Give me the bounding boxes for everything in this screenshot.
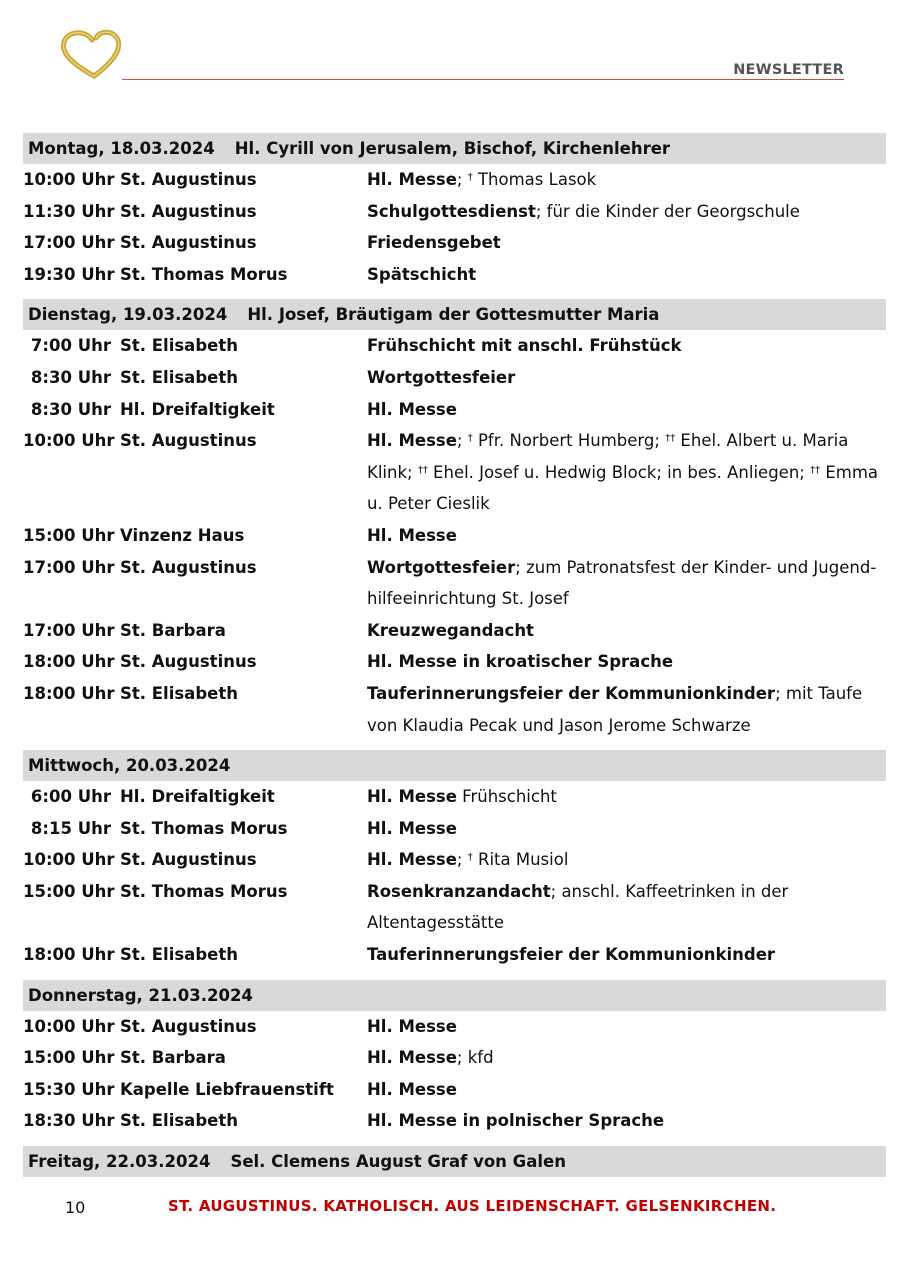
- day-header: [23, 750, 886, 781]
- entry-service: Schulgottesdienst: [367, 201, 536, 221]
- entry-description: [360, 520, 887, 552]
- entry-time: 10:00 Uhr: [23, 431, 115, 451]
- entry-description: [360, 939, 887, 971]
- entry-time: 18:00 Uhr: [23, 683, 115, 703]
- day-date: Donnerstag, 21.03.2024: [28, 985, 253, 1005]
- entry-time: 15:30 Uhr: [23, 1079, 115, 1099]
- entry-service: Friedensgebet: [367, 233, 501, 253]
- entry-note: ; kfd: [456, 1048, 494, 1068]
- entry-note: Frühschicht: [456, 787, 557, 807]
- entry-description: [360, 876, 887, 939]
- entry-note: ; anschl. Kaffeetrinken in der Altentagesstätte: [367, 881, 789, 933]
- entry-description: [360, 330, 887, 362]
- entry-time: 8:15 Uhr: [30, 818, 111, 838]
- entry-service: Hl. Messe in kroatischer Sprache: [367, 652, 674, 672]
- entry-time: 19:30 Uhr: [23, 264, 115, 284]
- schedule-entry: [23, 425, 886, 520]
- entry-time: 10:00 Uhr: [23, 850, 115, 870]
- day-header: [23, 1146, 886, 1177]
- entry-place: St. Thomas Morus: [120, 264, 288, 284]
- schedule-entry: [23, 196, 886, 228]
- footer-slogan: ST. AUGUSTINUS. KATHOLISCH. AUS LEIDENSCHAFT. GELSENKIRCHEN.: [168, 1197, 777, 1215]
- entry-description: [360, 1074, 887, 1106]
- entry-description: [360, 646, 887, 678]
- entry-service: Hl. Messe: [367, 850, 457, 870]
- entry-note: ; zum Patronatsfest der Kinder- und Jugendhilfeeinrichtung St. Josef: [367, 557, 877, 609]
- day-feast: Hl. Josef, Bräutigam der Gottesmutter Maria: [247, 305, 660, 325]
- day-header: [23, 299, 886, 330]
- newsletter-title: NEWSLETTER: [733, 62, 844, 78]
- schedule-entry: [23, 813, 886, 845]
- schedule-entry: [23, 615, 886, 647]
- entry-time: 15:00 Uhr: [23, 881, 115, 901]
- entry-place: St. Thomas Morus: [120, 818, 288, 838]
- entry-note: ; für die Kinder der Georgschule: [535, 201, 800, 221]
- entry-service: Wortgottesfeier: [367, 557, 516, 577]
- day-header: [23, 133, 886, 164]
- entry-service: Wortgottesfeier: [367, 367, 516, 387]
- schedule-entry: [23, 939, 886, 971]
- day-feast: Hl. Cyrill von Jerusalem, Bischof, Kirchenlehrer: [234, 139, 671, 158]
- entry-place: St. Augustinus: [120, 557, 257, 577]
- entry-place: Vinzenz Haus: [120, 525, 245, 545]
- header-rule: [122, 79, 844, 80]
- entry-time: 18:00 Uhr: [23, 945, 115, 965]
- entry-service: Hl. Messe: [367, 170, 457, 189]
- schedule-entry: [23, 646, 886, 678]
- service-schedule: [23, 133, 886, 1177]
- schedule-entry: [23, 259, 886, 291]
- entry-description: [360, 1042, 887, 1074]
- entry-place: St. Augustinus: [120, 431, 257, 451]
- schedule-entry: [23, 520, 886, 552]
- day-date: Dienstag, 19.03.2024: [28, 305, 228, 325]
- entry-description: [360, 425, 887, 520]
- entry-time: 17:00 Uhr: [23, 557, 115, 577]
- schedule-entry: [23, 1042, 886, 1074]
- entry-service: Hl. Messe: [367, 787, 457, 807]
- entry-service: Hl. Messe: [367, 1048, 457, 1068]
- entry-description: [360, 781, 887, 813]
- page-number: 10: [65, 1198, 86, 1217]
- entry-service: Hl. Messe: [367, 431, 457, 451]
- entry-time: 18:00 Uhr: [23, 652, 115, 672]
- entry-time: 15:00 Uhr: [23, 525, 115, 545]
- day-block: [23, 1146, 886, 1177]
- entry-service: Hl. Messe: [367, 399, 457, 419]
- entry-description: [360, 164, 887, 196]
- entry-service: Hl. Messe: [367, 1016, 457, 1036]
- entry-description: [360, 227, 887, 259]
- entry-description: [360, 678, 887, 741]
- day-date: Freitag, 22.03.2024: [28, 1152, 211, 1172]
- entry-place: St. Elisabeth: [120, 336, 238, 356]
- entry-description: [360, 394, 887, 426]
- entry-place: Hl. Dreifaltigkeit: [120, 399, 275, 419]
- entry-time: 8:30 Uhr: [30, 367, 111, 387]
- day-date: Mittwoch, 20.03.2024: [28, 756, 231, 776]
- entry-service: Hl. Messe in polnischer Sprache: [367, 1111, 665, 1131]
- entry-service: Rosenkranzandacht: [367, 881, 551, 901]
- entry-description: [360, 259, 887, 291]
- entry-description: [360, 552, 887, 615]
- entry-description: [360, 1011, 887, 1043]
- schedule-entry: [23, 394, 886, 426]
- schedule-entry: [23, 678, 886, 741]
- schedule-entry: [23, 164, 886, 196]
- schedule-entry: [23, 1011, 886, 1043]
- day-feast: Sel. Clemens August Graf von Galen: [230, 1152, 566, 1172]
- entry-place: St. Augustinus: [120, 652, 257, 672]
- schedule-entry: [23, 876, 886, 939]
- schedule-entry: [23, 552, 886, 615]
- entry-service: Tauferinnerungsfeier der Kommunionkinder: [367, 945, 776, 965]
- entry-description: [360, 362, 887, 394]
- schedule-entry: [23, 781, 886, 813]
- entry-place: St. Barbara: [120, 620, 226, 640]
- entry-service: Tauferinnerungsfeier der Kommunionkinder: [367, 683, 776, 703]
- entry-place: St. Augustinus: [120, 1016, 257, 1036]
- day-date: Montag, 18.03.2024: [28, 139, 215, 158]
- entry-description: [360, 196, 887, 228]
- entry-place: St. Augustinus: [120, 233, 257, 253]
- entry-time: 7:00 Uhr: [30, 336, 111, 356]
- entry-description: [360, 615, 887, 647]
- entry-note: ; † Pfr. Norbert Humberg; †† Ehel. Albert u. Maria Klink; †† Ehel. Josef u. Hedwig Block; in bes. Anliegen; †† Emma u. Peter Cieslik: [367, 431, 879, 514]
- schedule-entry: [23, 844, 886, 876]
- entry-service: Kreuzwegandacht: [367, 620, 534, 640]
- schedule-entry: [23, 1074, 886, 1106]
- entry-place: St. Barbara: [120, 1048, 226, 1068]
- schedule-entry: [23, 227, 886, 259]
- entry-service: Hl. Messe: [367, 525, 457, 545]
- entry-place: St. Elisabeth: [120, 683, 238, 703]
- entry-service: Hl. Messe: [367, 818, 457, 838]
- entry-note: ; † Rita Musiol: [456, 850, 569, 870]
- entry-place: St. Elisabeth: [120, 367, 238, 387]
- day-header: [23, 980, 886, 1011]
- entry-time: 8:30 Uhr: [30, 399, 111, 419]
- entry-time: 6:00 Uhr: [30, 787, 111, 807]
- entry-time: 18:30 Uhr: [23, 1111, 115, 1131]
- entry-service: Frühschicht mit anschl. Frühstück: [367, 336, 682, 356]
- entry-service: Hl. Messe: [367, 1079, 457, 1099]
- entry-time: 17:00 Uhr: [23, 620, 115, 640]
- schedule-entry: [23, 362, 886, 394]
- schedule-entry: [23, 330, 886, 362]
- entry-time: 11:30 Uhr: [23, 201, 115, 221]
- entry-place: St. Thomas Morus: [120, 881, 288, 901]
- entry-place: Kapelle Liebfrauenstift: [120, 1079, 334, 1099]
- entry-note: ; mit Taufe von Klaudia Pecak und Jason Jerome Schwarze: [367, 683, 863, 735]
- entry-time: 10:00 Uhr: [23, 1016, 115, 1036]
- entry-time: 15:00 Uhr: [23, 1048, 115, 1068]
- entry-service: Spätschicht: [367, 264, 477, 284]
- entry-description: [360, 1105, 887, 1137]
- day-block: [23, 133, 886, 290]
- entry-description: [360, 813, 887, 845]
- day-block: [23, 299, 886, 741]
- schedule-entry: [23, 1105, 886, 1137]
- day-block: [23, 980, 886, 1137]
- entry-place: Hl. Dreifaltigkeit: [120, 787, 275, 807]
- day-block: [23, 750, 886, 971]
- golden-heart-icon: [56, 26, 126, 82]
- entry-description: [360, 844, 887, 876]
- entry-place: St. Augustinus: [120, 201, 257, 221]
- entry-time: 10:00 Uhr: [23, 170, 115, 189]
- entry-place: St. Augustinus: [120, 170, 257, 189]
- entry-place: St. Elisabeth: [120, 945, 238, 965]
- entry-place: St. Elisabeth: [120, 1111, 238, 1131]
- entry-place: St. Augustinus: [120, 850, 257, 870]
- entry-time: 17:00 Uhr: [23, 233, 115, 253]
- entry-note: ; † Thomas Lasok: [456, 170, 597, 189]
